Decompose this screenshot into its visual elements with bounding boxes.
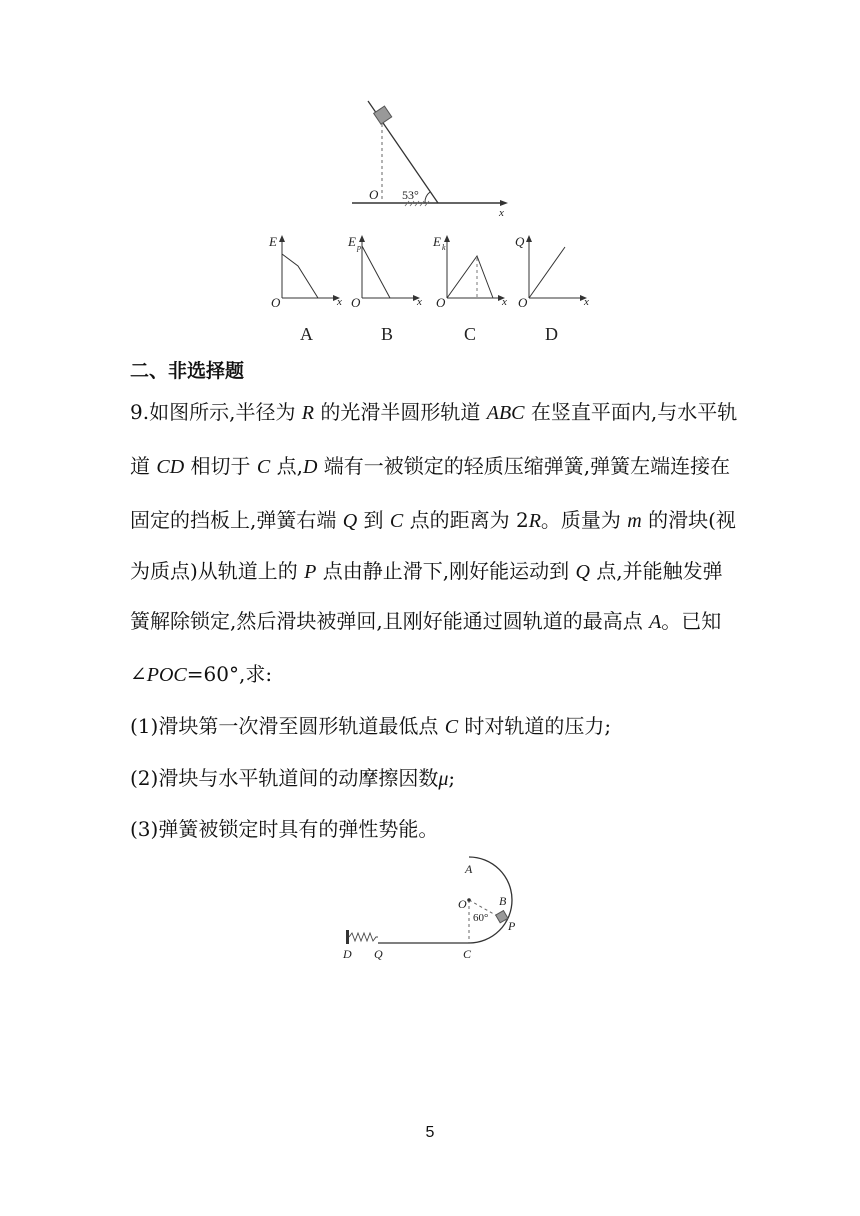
label-a: A <box>465 862 473 876</box>
track-figure <box>336 855 526 965</box>
option-letter-b: B <box>381 324 394 344</box>
graph-c-ysub: k <box>442 243 446 252</box>
option-graphs <box>262 228 598 346</box>
label-b: B <box>499 894 507 908</box>
graph-c-ylabel: E <box>433 234 441 249</box>
angle-arc <box>425 192 430 203</box>
graph-d-origin: O <box>518 295 528 310</box>
graph-d <box>515 234 589 344</box>
question-line-6: ∠POC=60°,求: <box>130 662 273 686</box>
graph-c-xlabel: x <box>502 296 507 308</box>
block <box>374 106 392 124</box>
sub-question-2: (2)滑块与水平轨道间的动摩擦因数μ; <box>130 766 456 790</box>
label-o: O <box>458 897 467 911</box>
center-point <box>467 898 471 902</box>
question-line-4: 为质点)从轨道上的 P 点由静止滑下,刚好能运动到 Q 点,并能触发弹 <box>130 559 723 583</box>
graph-d-curve <box>529 247 565 298</box>
option-letter-a: A <box>300 324 313 344</box>
label-c: C <box>463 947 472 961</box>
spring <box>349 933 378 941</box>
graph-b-ylabel: E <box>348 234 356 249</box>
graph-b-curve <box>362 246 390 298</box>
x-axis-arrow <box>500 200 508 206</box>
angle-label: 53° <box>402 188 419 202</box>
incline-figure <box>340 95 520 220</box>
graph-d-xlabel: x <box>584 296 589 308</box>
graph-c <box>432 234 507 344</box>
option-letter-d: D <box>545 324 558 344</box>
origin-label: O <box>369 187 379 202</box>
sub-question-1: (1)滑块第一次滑至圆形轨道最低点 C 时对轨道的压力; <box>130 714 612 738</box>
option-letter-c: C <box>464 324 477 344</box>
label-p: P <box>508 919 516 933</box>
graph-b-xlabel: x <box>417 296 422 308</box>
graph-b <box>347 234 422 344</box>
page-number: 5 <box>425 1124 435 1141</box>
question-line-1: 9.如图所示,半径为 R 的光滑半圆形轨道 ABC 在竖直平面内,与水平轨 <box>130 400 738 424</box>
graph-b-origin: O <box>351 295 361 310</box>
sub-question-3: (3)弹簧被锁定时具有的弹性势能。 <box>130 817 439 841</box>
question-line-3: 固定的挡板上,弹簧右端 Q 到 C 点的距离为 2R。质量为 m 的滑块(视 <box>130 508 736 532</box>
graph-c-curve <box>447 256 493 298</box>
label-d: D <box>343 947 352 961</box>
graph-a-ylabel: E <box>269 234 277 249</box>
graph-d-ylabel: Q <box>515 234 525 249</box>
section-title: 二、非选择题 <box>130 360 245 382</box>
label-q: Q <box>374 947 383 961</box>
graph-c-origin: O <box>436 295 446 310</box>
graph-a-curve <box>282 254 318 298</box>
graph-a-xlabel: x <box>337 296 342 308</box>
graph-b-ysub: p <box>357 243 361 252</box>
wall-plate <box>346 930 349 944</box>
graph-a <box>268 234 342 344</box>
angle-60-label: 60° <box>473 912 489 924</box>
x-axis-label: x <box>499 207 504 219</box>
question-line-2: 道 CD 相切于 C 点,D 端有一被锁定的轻质压缩弹簧,弹簧左端连接在 <box>130 454 731 478</box>
graph-a-origin: O <box>271 295 281 310</box>
question-line-5: 簧解除锁定,然后滑块被弹回,且刚好能通过圆轨道的最高点 A。已知 <box>130 609 722 633</box>
